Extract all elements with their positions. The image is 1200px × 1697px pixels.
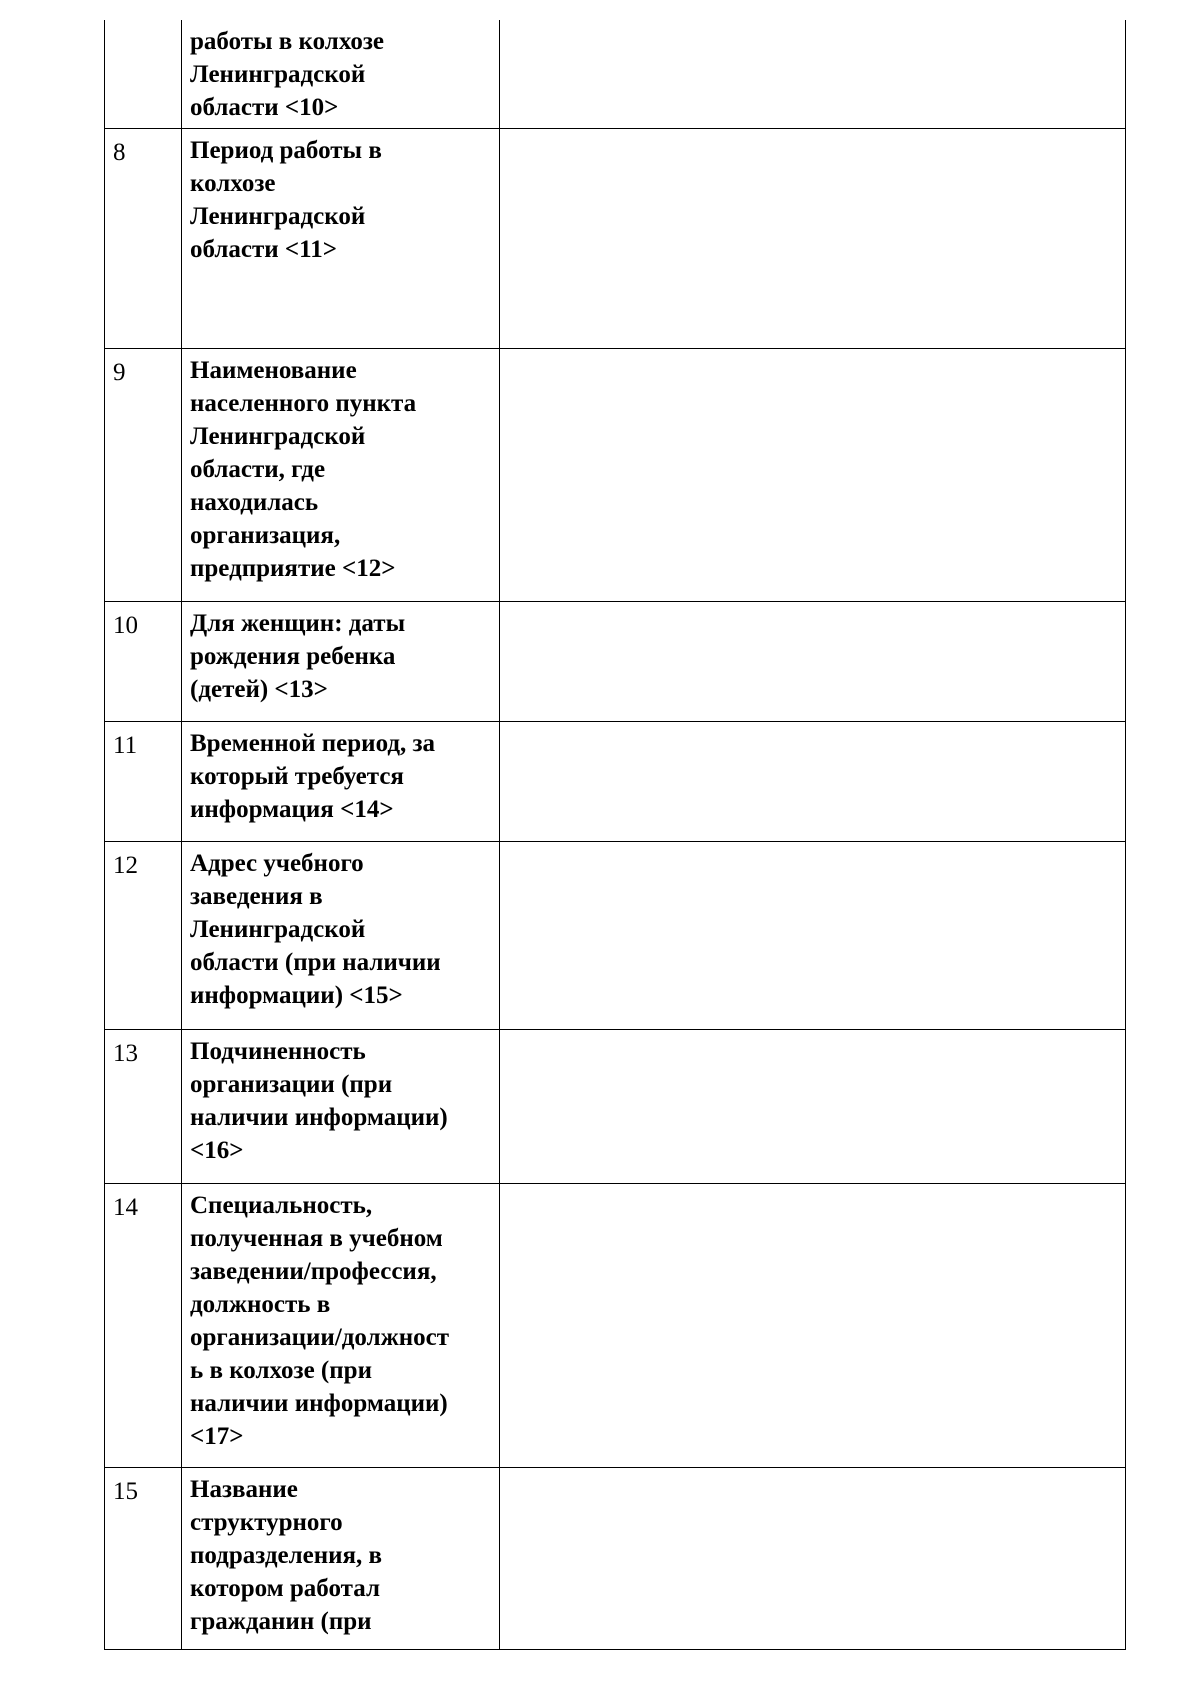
- table-row: [105, 20, 1126, 129]
- table-row: [105, 1184, 1126, 1468]
- label-line: области <10>: [190, 94, 339, 121]
- label-line: Ленинградской: [190, 423, 366, 450]
- label-line: информации) <15>: [190, 982, 403, 1009]
- label-line: структурного: [190, 1509, 343, 1536]
- table-row: [105, 349, 1126, 602]
- row-number: [105, 20, 182, 129]
- label-line: котором работал: [190, 1575, 380, 1602]
- label-line: Подчиненность: [190, 1038, 366, 1065]
- row-number: 14: [105, 1184, 182, 1468]
- field-value-cell[interactable]: [500, 349, 1126, 602]
- label-line: наличии информации): [190, 1104, 448, 1131]
- label-line: находилась: [190, 489, 319, 516]
- field-label: [182, 349, 500, 602]
- label-line: Наименование: [190, 357, 357, 384]
- form-document: [104, 20, 1124, 1650]
- row-number: 9: [105, 349, 182, 602]
- label-line: наличии информации): [190, 1390, 448, 1417]
- table-row: [105, 129, 1126, 349]
- table-row: [105, 842, 1126, 1030]
- field-label: [182, 722, 500, 842]
- row-number: 11: [105, 722, 182, 842]
- label-line: Ленинградской: [190, 61, 366, 88]
- table-row: [105, 722, 1126, 842]
- label-line: области, где: [190, 456, 326, 483]
- field-value-cell[interactable]: [500, 129, 1126, 349]
- label-line: (детей) <13>: [190, 676, 328, 703]
- field-value-cell[interactable]: [500, 1184, 1126, 1468]
- application-form-table: [104, 20, 1126, 1650]
- row-number: 13: [105, 1030, 182, 1184]
- field-label: [182, 1184, 500, 1468]
- label-line: Для женщин: даты: [190, 610, 406, 637]
- label-line: области (при наличии: [190, 949, 441, 976]
- label-line: Период работы в: [190, 137, 382, 164]
- label-line: полученная в учебном: [190, 1225, 443, 1252]
- label-line: Ленинградской: [190, 203, 366, 230]
- row-number: 12: [105, 842, 182, 1030]
- field-label: [182, 602, 500, 722]
- label-line: Ленинградской: [190, 916, 366, 943]
- label-line: организации/должност: [190, 1324, 450, 1351]
- label-line: <17>: [190, 1423, 244, 1450]
- label-line: <16>: [190, 1137, 244, 1164]
- label-line: работы в колхозе: [190, 28, 385, 55]
- field-label: [182, 129, 500, 349]
- label-line: заведении/профессия,: [190, 1258, 437, 1285]
- row-number: 15: [105, 1468, 182, 1650]
- table-row: [105, 1468, 1126, 1650]
- label-line: Название: [190, 1476, 298, 1503]
- label-line: информация <14>: [190, 796, 394, 823]
- label-line: который требуется: [190, 763, 404, 790]
- label-line: населенного пункта: [190, 390, 417, 417]
- field-value-cell[interactable]: [500, 722, 1126, 842]
- label-line: подразделения, в: [190, 1542, 383, 1569]
- label-line: Адрес учебного: [190, 850, 364, 877]
- label-line: рождения ребенка: [190, 643, 396, 670]
- field-label: [182, 842, 500, 1030]
- label-line: Специальность,: [190, 1192, 373, 1219]
- field-value-cell[interactable]: [500, 1468, 1126, 1650]
- field-value-cell[interactable]: [500, 1030, 1126, 1184]
- field-label: [182, 1030, 500, 1184]
- table-row: [105, 1030, 1126, 1184]
- label-line: организации (при: [190, 1071, 393, 1098]
- field-value-cell[interactable]: [500, 20, 1126, 129]
- label-line: гражданин (при: [190, 1608, 372, 1635]
- label-line: области <11>: [190, 236, 338, 263]
- label-line: ь в колхозе (при: [190, 1357, 372, 1384]
- label-line: должность в: [190, 1291, 331, 1318]
- label-line: Временной период, за: [190, 730, 436, 757]
- label-line: заведения в: [190, 883, 323, 910]
- row-number: 8: [105, 129, 182, 349]
- field-value-cell[interactable]: [500, 602, 1126, 722]
- field-label: [182, 1468, 500, 1650]
- label-line: предприятие <12>: [190, 555, 396, 582]
- field-value-cell[interactable]: [500, 842, 1126, 1030]
- label-line: организация,: [190, 522, 341, 549]
- row-number: 10: [105, 602, 182, 722]
- table-row: [105, 602, 1126, 722]
- field-label: [182, 20, 500, 129]
- label-line: колхозе: [190, 170, 276, 197]
